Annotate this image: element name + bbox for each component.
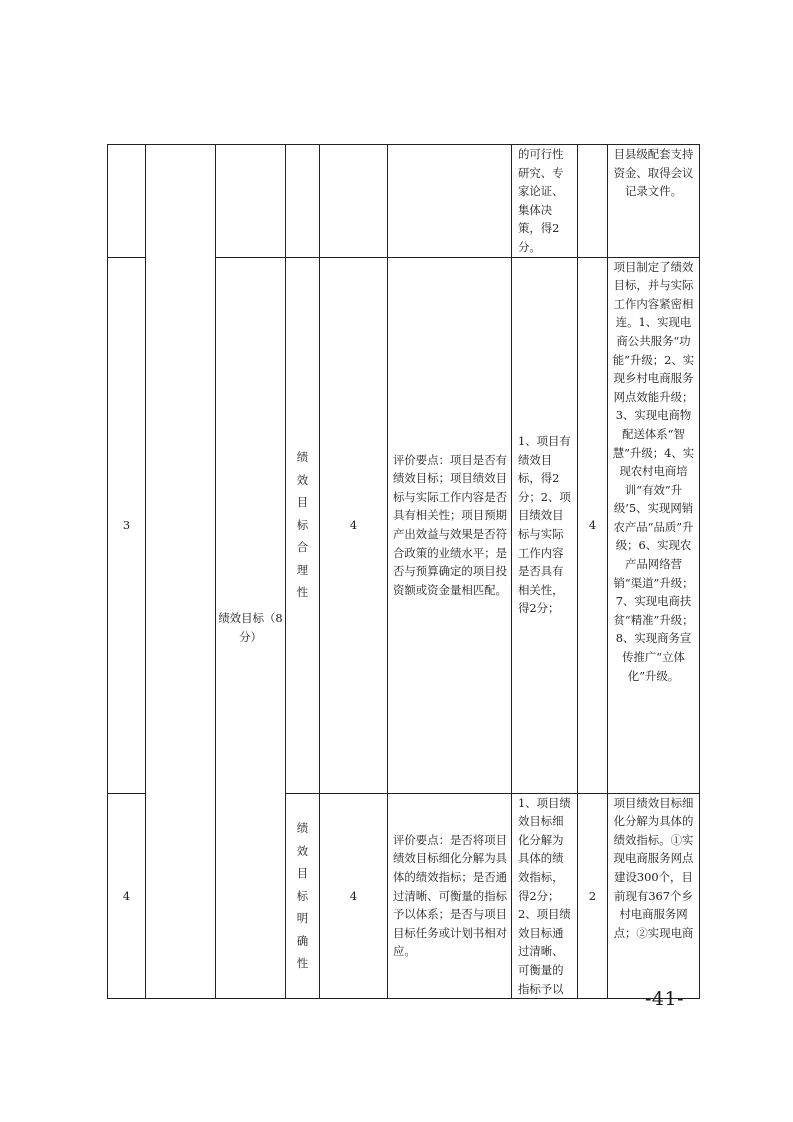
standard-text: 1、项目绩效目标细化分解为具体的绩效指标，得2分；2、项目绩效目标通过清晰、可衡量的指标予以 — [518, 795, 571, 996]
standard-text: 的可行性研究、专家论证、集体决策，得2分。 — [518, 147, 564, 254]
got-score-cell — [578, 145, 608, 258]
indicator-cell — [286, 145, 320, 258]
category-cell — [216, 257, 286, 999]
got-score-cell: 2 — [578, 793, 608, 999]
requirement-cell — [388, 257, 512, 793]
requirement-text: 评价要点：项目是否有绩效目标；项目绩效目标与实际工作内容是否具有相关性；项目预期产出效益与效果是否符合政策的业绩水平；是否与预算确定的项目投资额或资金量相匹配。 — [393, 452, 507, 597]
note-cell — [608, 257, 700, 793]
note-cell — [608, 145, 700, 258]
table-row — [108, 145, 700, 258]
standard-text: 1、项目有绩效目标，得2分；2、项目绩效目标与实际工作内容是否具有相关性，得2分； — [518, 434, 571, 616]
row-number: 3 — [108, 257, 146, 793]
standard-cell — [512, 145, 578, 258]
evaluation-table — [107, 144, 700, 999]
score-cell: 4 — [320, 257, 388, 793]
indicator-cell — [286, 793, 320, 999]
standard-cell — [512, 793, 578, 999]
category-cell — [216, 145, 286, 258]
page-number: -41- — [645, 988, 685, 1010]
indicator-label: 绩效目标明确性 — [296, 821, 309, 971]
category-label: 绩效目标（8分） — [218, 611, 283, 644]
requirement-cell — [388, 145, 512, 258]
row-number: 4 — [108, 793, 146, 999]
first-level-category-cell — [146, 145, 216, 999]
score-cell: 4 — [320, 793, 388, 999]
note-cell — [608, 793, 700, 999]
note-text: 项目绩效目标细化分解为具体的绩效指标。①实现电商服务网点建设300个，目前现有367个乡村电商服务网点；②实现电商 — [613, 795, 694, 940]
indicator-label: 绩效目标合理性 — [296, 450, 309, 600]
note-text: 目县级配套支持资金、取得会议记录文件。 — [613, 147, 694, 199]
requirement-cell — [388, 793, 512, 999]
score-cell — [320, 145, 388, 258]
got-score-cell: 4 — [578, 257, 608, 793]
row-number — [108, 145, 146, 258]
note-text: 项目制定了绩效目标，并与实际工作内容紧密相连。1、实现电商公共服务“功能”升级；2、实现乡村电商服务网点效能升级；3、实现电商物配送体系“智慧”升级；4、实现农村电商培训“有效”升级’5、实现网销农产品“品质”升级；6、实现农产品网络营销“渠道”升级；7、实现电商扶贫“精准”升级；8、实现商务宣传推广“立体化”升级。 — [612, 259, 695, 683]
standard-cell — [512, 257, 578, 793]
indicator-cell — [286, 257, 320, 793]
requirement-text: 评价要点：是否将项目绩效目标细化分解为具体的绩效指标；是否通过清晰、可衡量的指标予以体系；是否与项目目标任务或计划书相对应。 — [393, 832, 507, 959]
